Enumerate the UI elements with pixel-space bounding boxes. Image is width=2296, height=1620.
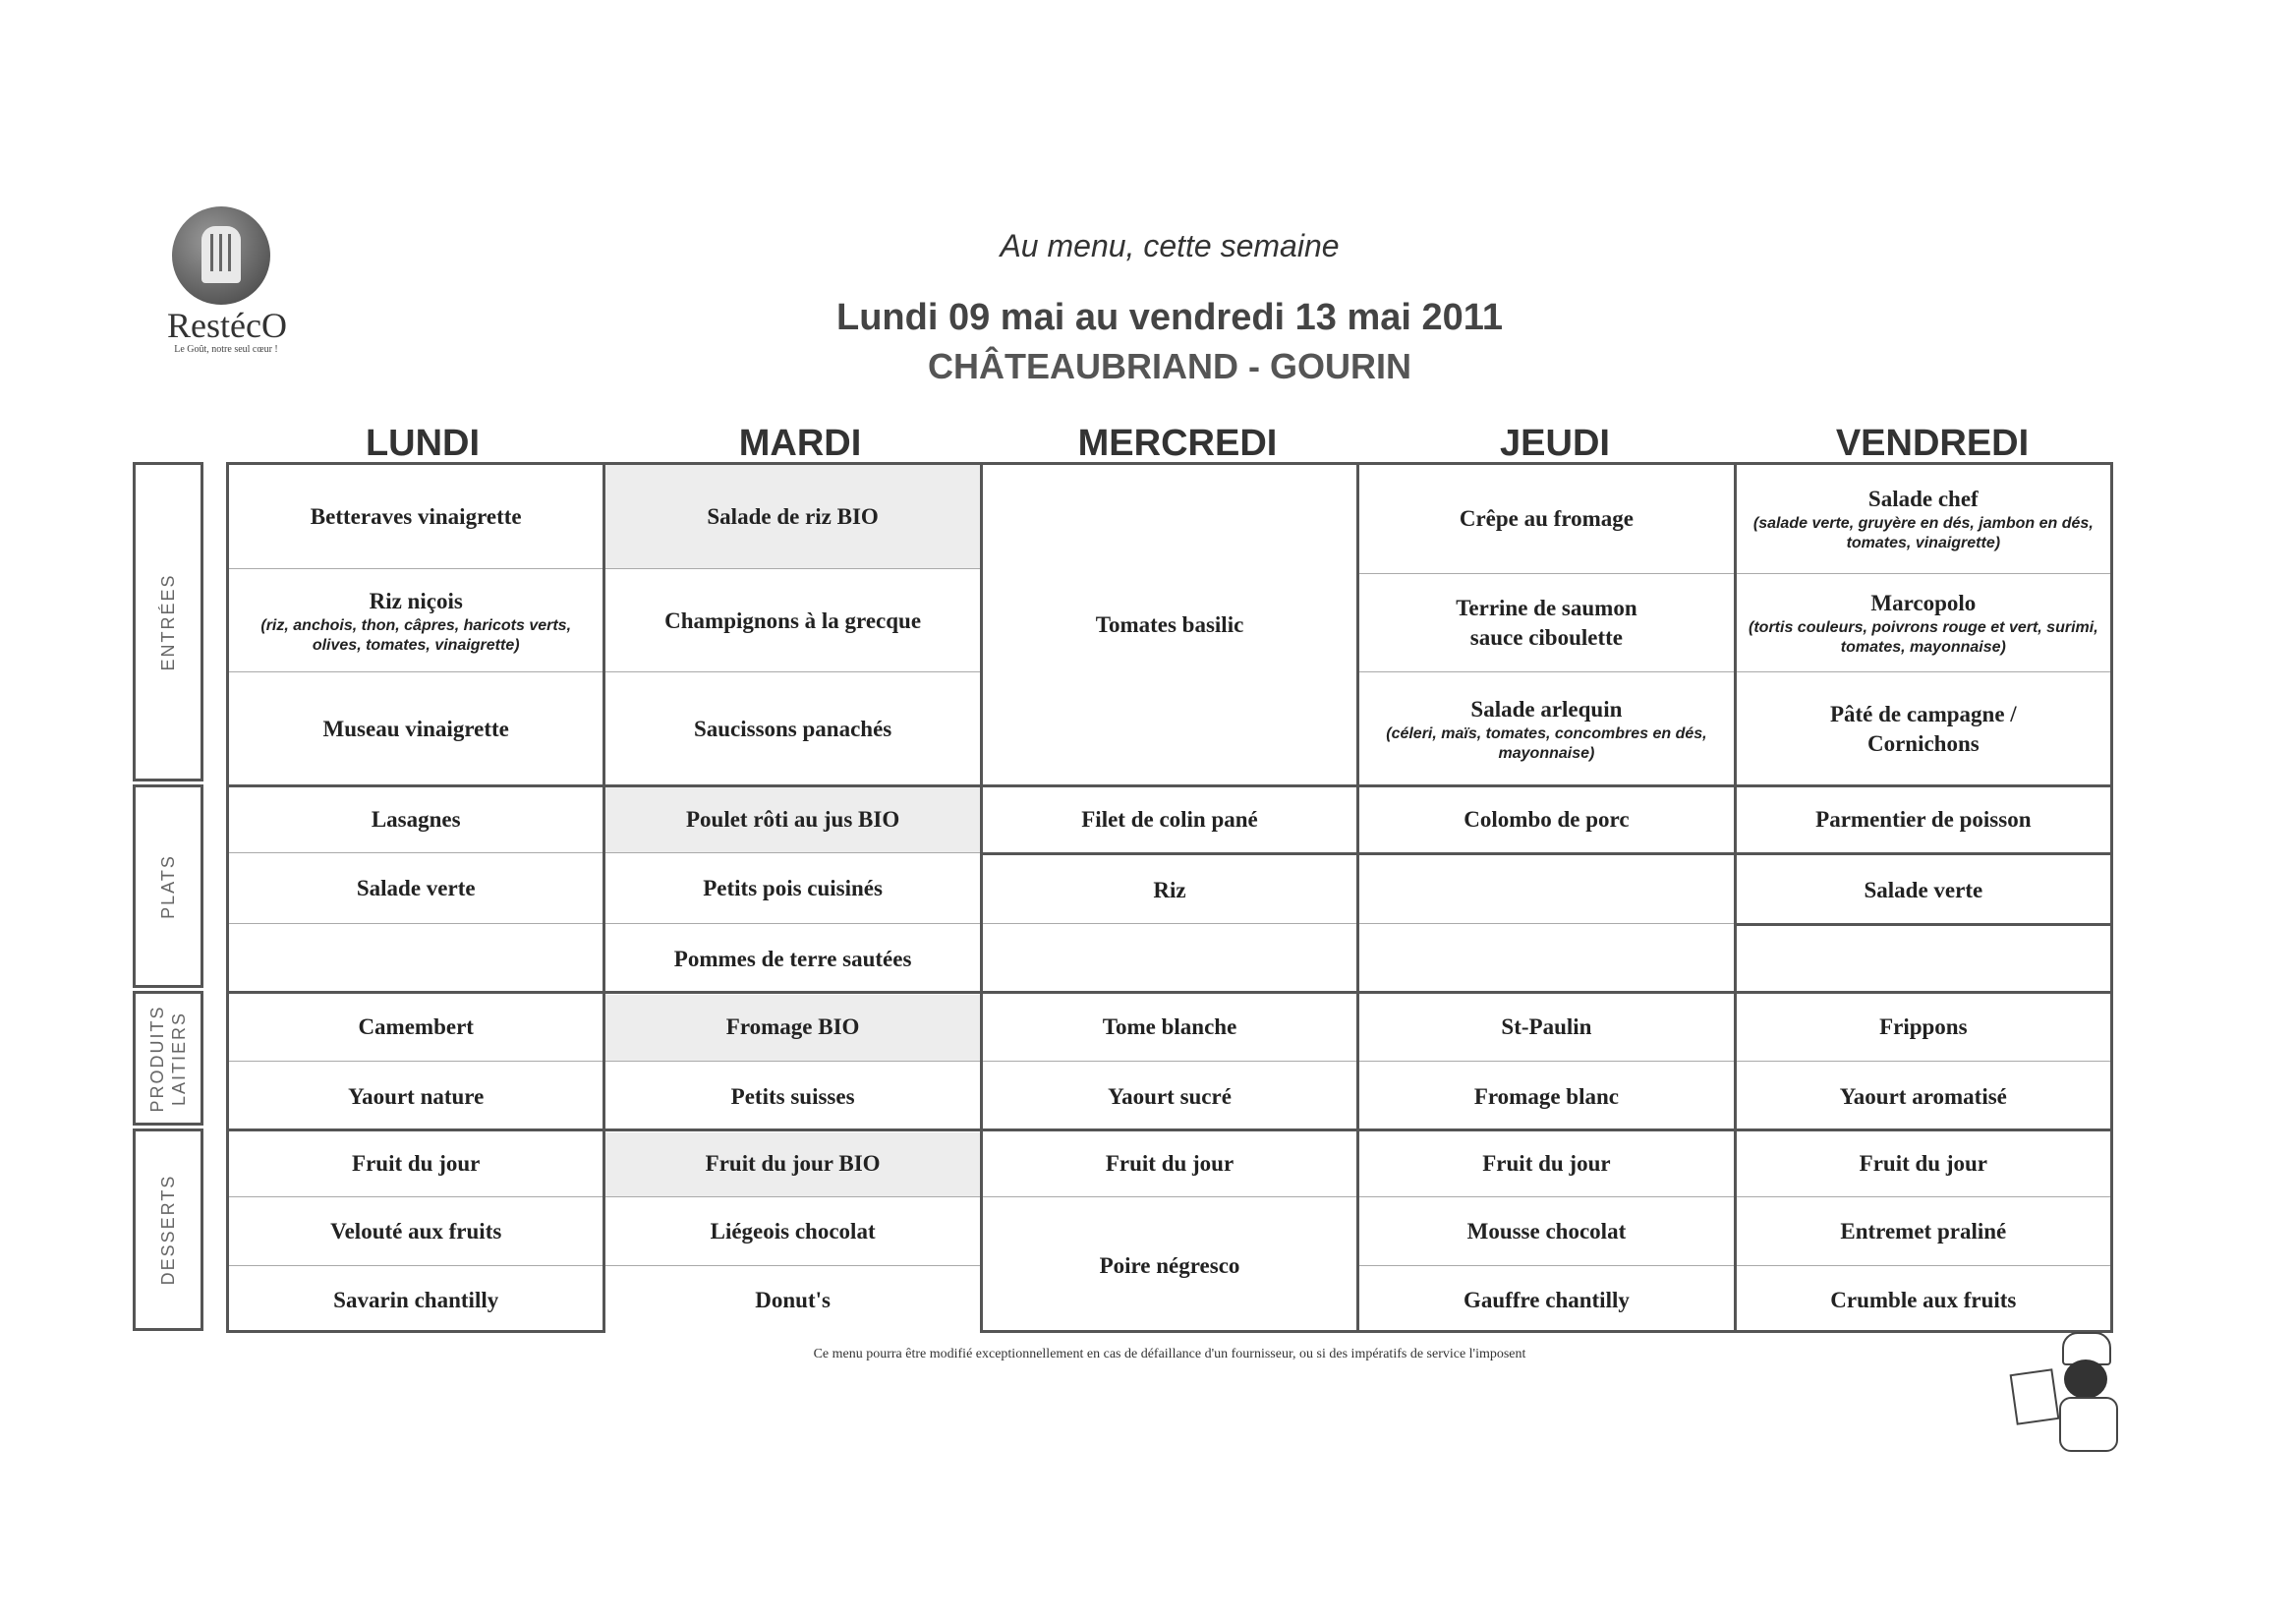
menu-cell [605, 1265, 979, 1334]
category-produits-laitiers [133, 991, 203, 1126]
menu-cell [229, 1196, 603, 1266]
category-desserts [133, 1128, 203, 1331]
dish-name: Crêpe au fromage [1459, 506, 1634, 531]
day-header-vendredi: VENDREDI [1835, 423, 2030, 464]
dish-note: (tortis couleurs, poivrons rouge et vert, surimi, tomates, mayonnaise) [1749, 619, 2098, 656]
menu-cell [229, 465, 603, 568]
dish-name: Salade verte [1864, 878, 1983, 902]
menu-cell [229, 568, 603, 672]
dish-name: Marcopolo [1870, 591, 1977, 615]
dish-name: Gauffre chantilly [1463, 1287, 1630, 1312]
dish-name: Pommes de terre sautées [673, 947, 912, 971]
plats-section [1737, 784, 2110, 994]
day-column-mercredi [980, 465, 1356, 1330]
logo-tagline: Le Goût, notre seul cœur ! [174, 344, 278, 355]
menu-cell [229, 1131, 603, 1196]
day-column-lundi [229, 465, 603, 1330]
menu-cell [983, 787, 1356, 852]
dish-name: Tomates basilic [1095, 611, 1244, 637]
menu-cell [983, 923, 1356, 995]
day-column-mardi [603, 465, 979, 1330]
menu-cell [229, 671, 603, 785]
category-label: DESSERTS [158, 1174, 178, 1286]
category-plats [133, 784, 203, 988]
menu-cell [605, 787, 979, 852]
dish-name: Saucissons panachés [693, 716, 892, 741]
menu-cell [1359, 573, 1733, 672]
menu-cell [983, 994, 1356, 1061]
menu-cell [1359, 671, 1733, 785]
menu-cell [1359, 1196, 1733, 1266]
desserts-section [1737, 1128, 2110, 1333]
laitiers-section [983, 991, 1356, 1131]
dish-name: Poulet rôti au jus BIO [685, 807, 900, 832]
menu-cell [605, 1131, 979, 1196]
menu-cell [605, 1061, 979, 1132]
dish-note: (riz, anchois, thon, câpres, haricots verts, olives, tomates, vinaigrette) [260, 616, 572, 654]
laitiers-section [605, 991, 979, 1131]
resteco-logo [147, 206, 305, 364]
plats-section [1359, 784, 1733, 994]
menu-cell [1737, 1196, 2110, 1266]
day-column-jeudi [1356, 465, 1733, 1330]
dish-name: Riz niçois [369, 588, 463, 613]
dish-name: Liégeois chocolat [710, 1219, 876, 1244]
dish-name: Terrine de saumon sauce ciboulette [1456, 596, 1637, 650]
dish-note: (céleri, maïs, tomates, concombres en dés, mayonnaise) [1386, 724, 1707, 762]
page-subtitle: Au menu, cette semaine [1000, 228, 1340, 263]
menu-cell [1359, 1061, 1733, 1132]
menu-grid [226, 462, 2113, 1333]
menu-cell [229, 1061, 603, 1132]
menu-cell [1737, 852, 2110, 926]
dish-name: Savarin chantilly [333, 1287, 499, 1312]
dish-name: Riz [1153, 878, 1186, 902]
menu-cell [1359, 1265, 1733, 1334]
dish-name: Filet de colin pané [1081, 807, 1258, 832]
dish-name: Lasagnes [371, 807, 461, 832]
dish-name: Champignons à la grecque [664, 608, 922, 633]
dish-name: Frippons [1879, 1014, 1968, 1039]
menu-cell [1359, 1131, 1733, 1196]
dish-name: Fruit du jour [1105, 1151, 1234, 1176]
entrees-section [1737, 465, 2110, 784]
dish-name: Yaourt aromatisé [1839, 1084, 2007, 1109]
menu-cell [605, 568, 979, 672]
dish-note: (salade verte, gruyère en dés, jambon en dés, tomates, vinaigrette) [1752, 515, 2094, 551]
chef-mascot-icon [2005, 1332, 2143, 1460]
day-header-mardi: MARDI [738, 423, 862, 464]
category-entrees [133, 462, 203, 781]
dish-name: Parmentier de poisson [1815, 807, 2032, 832]
dish-name: Museau vinaigrette [322, 716, 509, 741]
menu-cell [229, 1265, 603, 1334]
week-title: Lundi 09 mai au vendredi 13 mai 2011 [836, 297, 1503, 338]
plats-section [605, 784, 979, 994]
dish-name: St-Paulin [1501, 1014, 1592, 1039]
menu-cell [1359, 994, 1733, 1061]
day-header-lundi: LUNDI [365, 423, 481, 464]
menu-card-shape [2010, 1368, 2060, 1425]
desserts-section [229, 1128, 603, 1333]
dish-name: Crumble aux fruits [1830, 1287, 2017, 1312]
menu-cell [983, 1196, 1356, 1334]
laitiers-section [229, 991, 603, 1131]
desserts-section [1359, 1128, 1733, 1333]
dish-name: Pâté de campagne / Cornichons [1829, 701, 2017, 756]
logo-hat-shape [201, 226, 241, 283]
entrees-section [983, 465, 1356, 784]
chef-head-shape [2064, 1360, 2107, 1399]
menu-cell [1737, 787, 2110, 852]
entrees-section [605, 465, 979, 784]
category-label: PRODUITS LAITIERS [147, 1004, 189, 1113]
menu-cell [605, 465, 979, 568]
category-label: ENTRÉES [158, 572, 178, 671]
day-column-vendredi [1734, 465, 2110, 1330]
dish-name: Petits suisses [730, 1084, 855, 1109]
menu-cell [1737, 1061, 2110, 1132]
desserts-section [605, 1128, 979, 1333]
dish-name: Fruit du jour [352, 1151, 481, 1176]
dish-name: Fromage BIO [725, 1014, 860, 1039]
entrees-section [1359, 465, 1733, 784]
logo-name: RestécO [167, 306, 287, 345]
dish-name: Salade arlequin [1470, 696, 1623, 722]
dish-name: Fruit du jour BIO [705, 1151, 881, 1176]
chef-body-shape [2059, 1397, 2118, 1452]
day-header-jeudi: JEUDI [1500, 423, 1610, 464]
day-header-mercredi: MERCREDI [1077, 423, 1278, 464]
entrees-section [229, 465, 603, 784]
menu-cell [229, 787, 603, 852]
dish-name: Fromage blanc [1473, 1084, 1619, 1109]
footnote: Ce menu pourra être modifié exceptionnellement en cas de défaillance d'un fournisseur, ou si des impératifs de service l'imposent [813, 1347, 1526, 1361]
dish-name: Salade verte [356, 876, 476, 900]
dish-name: Salade de riz BIO [707, 503, 879, 529]
plats-section [229, 784, 603, 994]
menu-cell [1359, 923, 1733, 995]
menu-cell [1737, 573, 2110, 672]
menu-cell [1359, 787, 1733, 852]
location-title: CHÂTEAUBRIAND - GOURIN [928, 346, 1411, 386]
dish-name: Colombo de porc [1464, 807, 1630, 832]
dish-name: Poire négresco [1099, 1252, 1240, 1278]
menu-cell [605, 923, 979, 995]
dish-name: Entremet praliné [1840, 1219, 2007, 1244]
laitiers-section [1359, 991, 1733, 1131]
menu-cell [1737, 671, 2110, 785]
menu-cell [605, 1196, 979, 1266]
menu-cell [983, 852, 1356, 926]
menu-cell [605, 994, 979, 1061]
dish-name: Donut's [755, 1287, 831, 1312]
dish-name: Fruit du jour [1482, 1151, 1611, 1176]
menu-cell [983, 1061, 1356, 1132]
dish-name: Betteraves vinaigrette [310, 503, 522, 529]
dish-name: Yaourt sucré [1108, 1084, 1232, 1109]
menu-cell [605, 671, 979, 785]
menu-cell [229, 852, 603, 924]
dish-name: Velouté aux fruits [330, 1219, 502, 1244]
plats-section [983, 784, 1356, 994]
desserts-section [983, 1128, 1356, 1333]
menu-cell [1737, 994, 2110, 1061]
dish-name: Tome blanche [1102, 1014, 1237, 1039]
menu-cell [1359, 852, 1733, 926]
laitiers-section [1737, 991, 2110, 1131]
dish-name: Petits pois cuisinés [703, 876, 883, 900]
menu-cell [229, 994, 603, 1061]
menu-cell [983, 1131, 1356, 1196]
menu-cell [605, 852, 979, 924]
menu-cell [983, 465, 1356, 784]
menu-cell [1737, 923, 2110, 997]
menu-cell [229, 923, 603, 995]
menu-cell [1737, 1265, 2110, 1334]
dish-name: Salade chef [1867, 487, 1979, 511]
dish-name: Yaourt nature [348, 1084, 485, 1109]
menu-cell [1737, 1131, 2110, 1196]
menu-cell [1737, 465, 2110, 573]
dish-name: Fruit du jour [1859, 1151, 1987, 1176]
category-label: PLATS [158, 853, 178, 919]
menu-cell [1359, 465, 1733, 573]
dish-name: Mousse chocolat [1466, 1219, 1627, 1244]
dish-name: Camembert [358, 1014, 474, 1039]
